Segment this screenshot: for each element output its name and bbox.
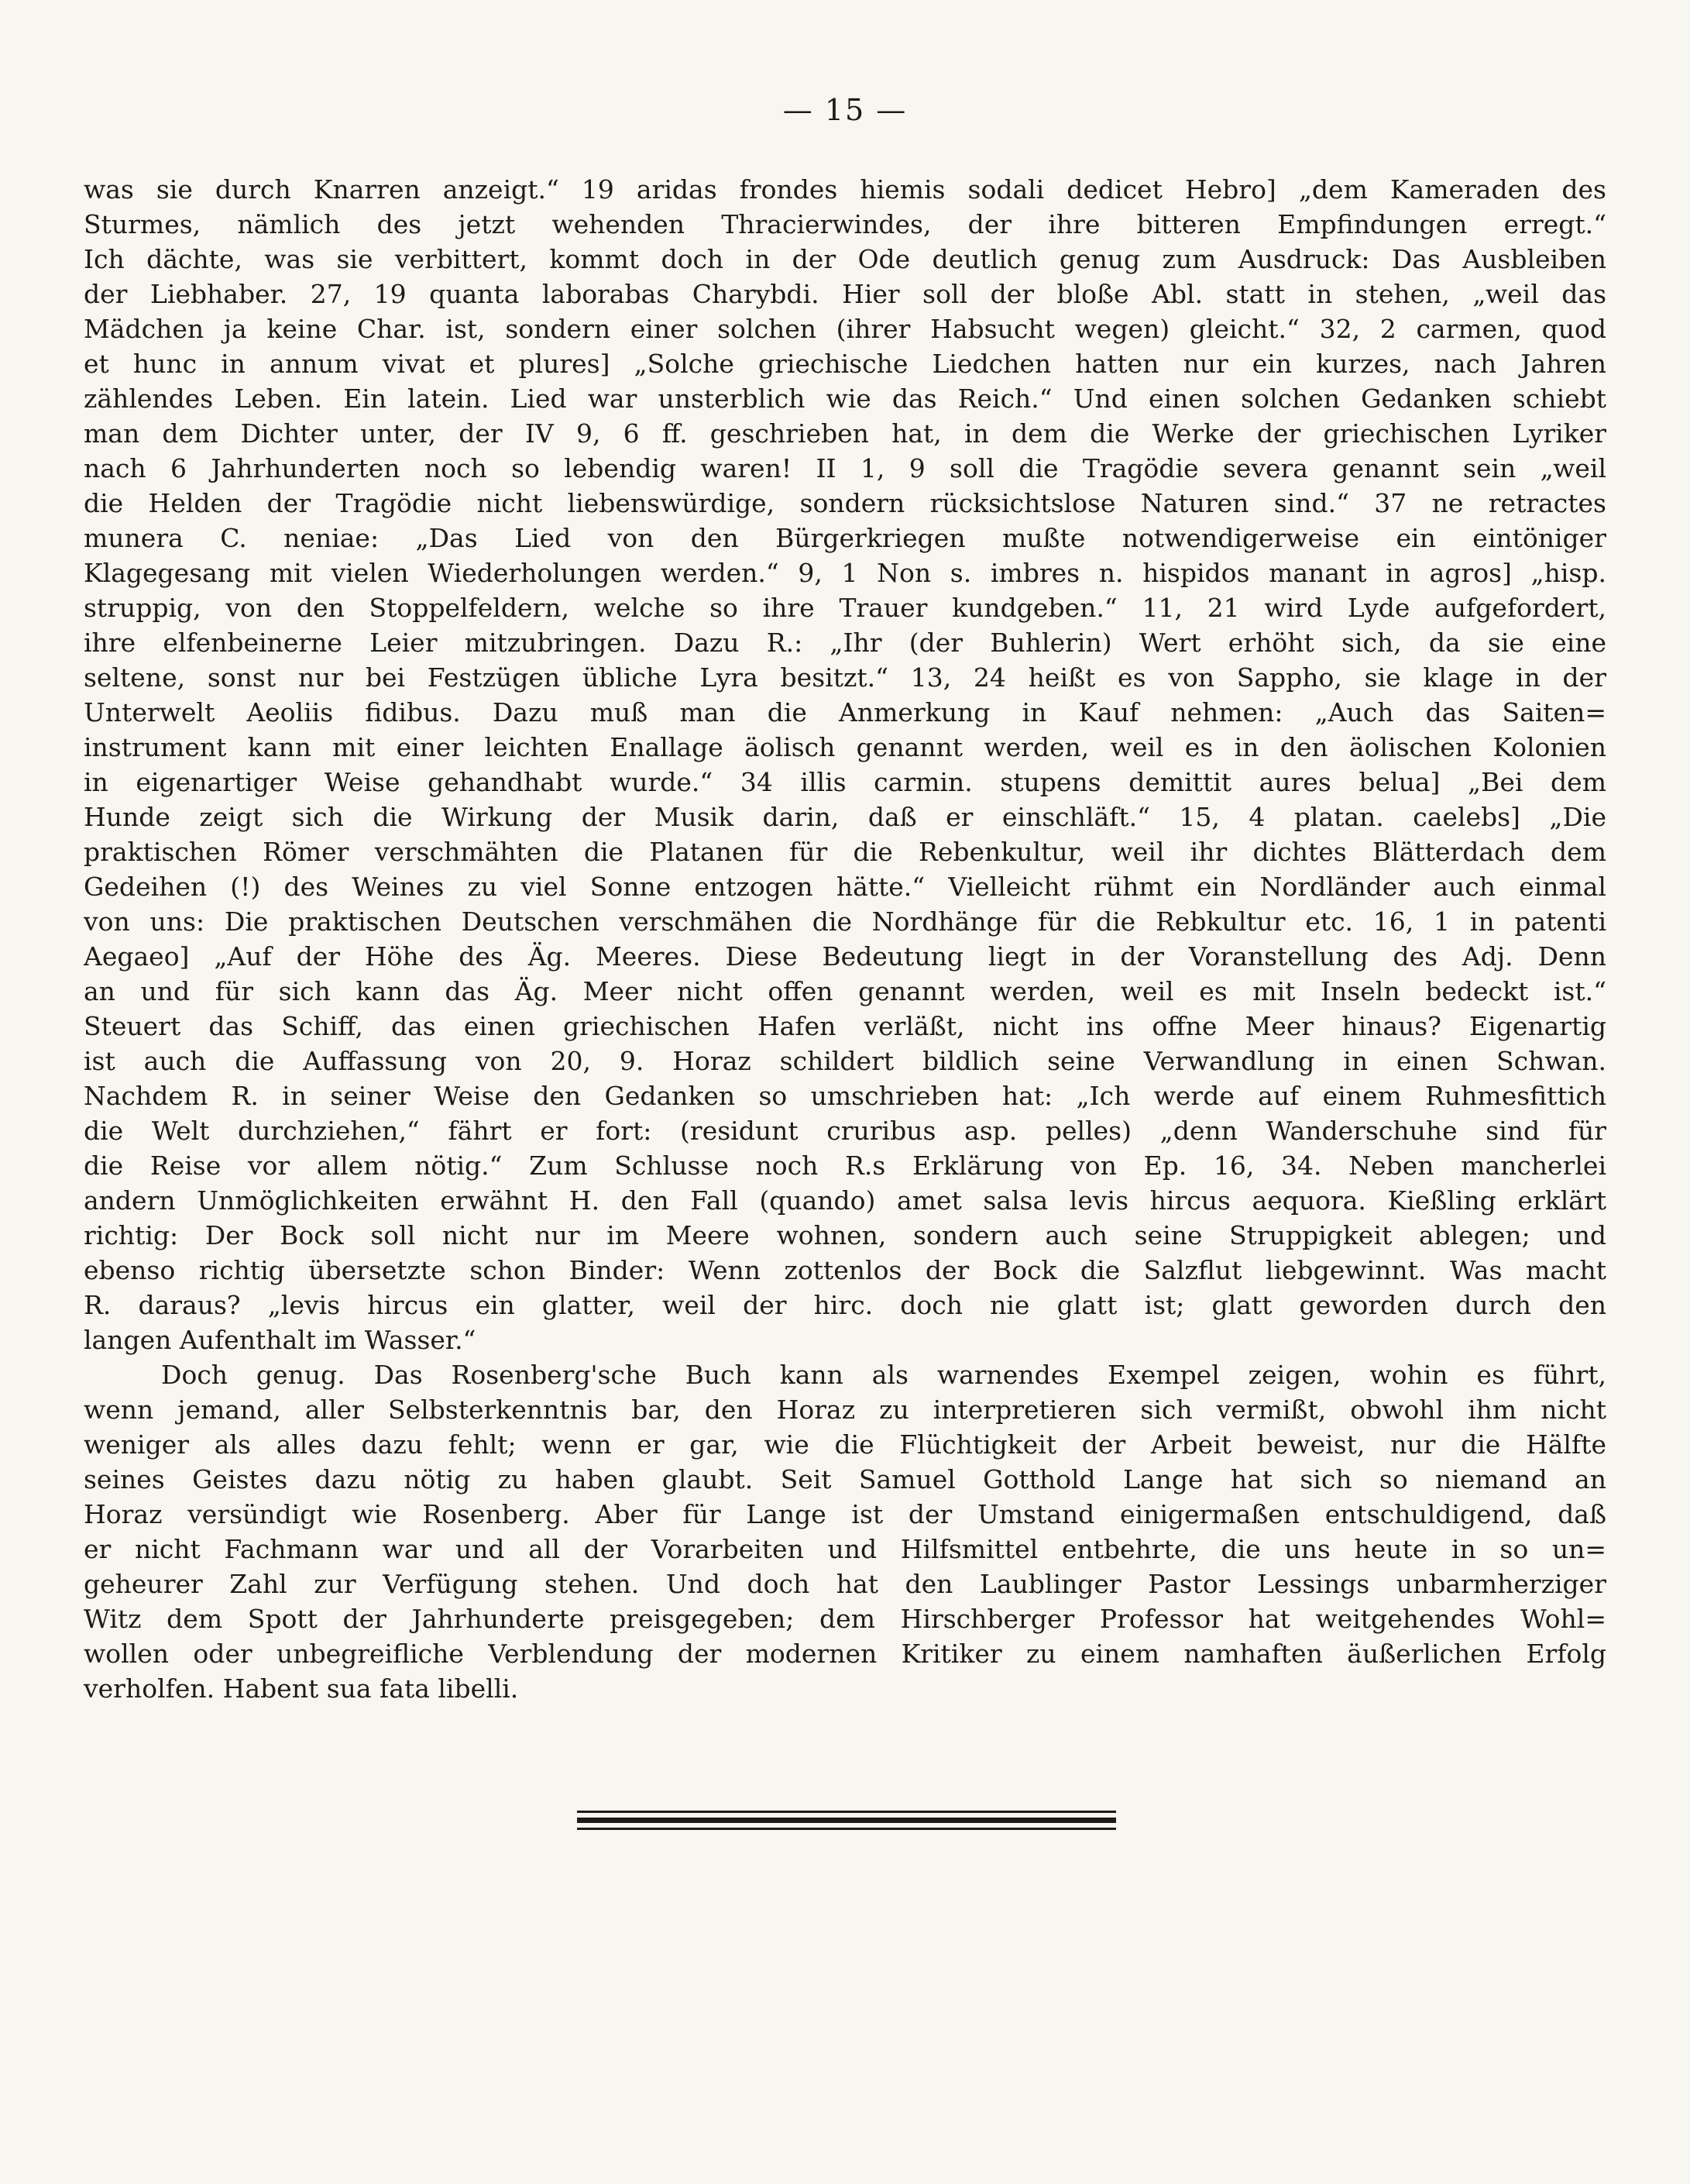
text-line: wenn jemand, aller Selbsterkenntnis bar, den Horaz zu interpretieren sich vermißt, obwohl ihm nicht: [84, 1395, 1606, 1425]
text-line: Sturmes, nämlich des jetzt wehenden Thracierwindes, der ihre bitteren Empfindungen erregt.“: [84, 209, 1606, 239]
text-line: andern Unmöglichkeiten erwähnt H. den Fall (quando) amet salsa levis hircus aequora. Kießling erklärt: [84, 1185, 1606, 1216]
section-rule-top: [577, 1811, 1116, 1813]
text-line: verholfen. Habent sua fata libelli.: [84, 1673, 519, 1704]
text-line: seines Geistes dazu nötig zu haben glaubt. Seit Samuel Gotthold Lange hat sich so niemand an: [84, 1464, 1606, 1494]
text-line: seltene, sonst nur bei Festzügen übliche Lyra besitzt.“ 13, 24 heißt es von Sappho, sie klage in der: [84, 662, 1606, 693]
text-line: Nachdem R. in seiner Weise den Gedanken so umschrieben hat: „Ich werde auf einem Ruhmesfittich: [84, 1081, 1606, 1111]
page-number: — 15 —: [782, 93, 908, 127]
text-line: Witz dem Spott der Jahrhunderte preisgegeben; dem Hirschberger Professor hat weitgehendes Wohl=: [84, 1604, 1606, 1634]
text-line: Hunde zeigt sich die Wirkung der Musik darin, daß er einschläft.“ 15, 4 platan. caelebs] „Die: [84, 802, 1606, 832]
text-line: die Helden der Tragödie nicht liebenswürdige, sondern rücksichtslose Naturen sind.“ 37 ne retractes: [84, 488, 1606, 518]
text-line: ihre elfenbeinerne Leier mitzubringen. Dazu R.: „Ihr (der Buhlerin) Wert erhöht sich, da sie eine: [84, 628, 1606, 658]
text-line: nach 6 Jahrhunderten noch so lebendig waren! II 1, 9 soll die Tragödie severa genannt sein „weil: [84, 453, 1606, 483]
text-line: instrument kann mit einer leichten Enallage äolisch genannt werden, weil es in den äolischen Kolonien: [84, 732, 1606, 762]
text-line: Horaz versündigt wie Rosenberg. Aber für Lange ist der Umstand einigermaßen entschuldigend, daß: [84, 1499, 1606, 1529]
text-line: Gedeihen (!) des Weines zu viel Sonne entzogen hätte.“ Vielleicht rühmt ein Nordländer auch einmal: [84, 872, 1606, 902]
text-line: von uns: Die praktischen Deutschen verschmähen die Nordhänge für die Rebkultur etc. 16, 1 in patenti: [84, 906, 1606, 937]
text-line: der Liebhaber. 27, 19 quanta laborabas Charybdi. Hier soll der bloße Abl. statt in stehen, „weil das: [84, 279, 1606, 309]
text-line: struppig, von den Stoppelfeldern, welche so ihre Trauer kundgeben.“ 11, 21 wird Lyde aufgefordert,: [84, 593, 1606, 623]
text-line: langen Aufenthalt im Wasser.“: [84, 1325, 476, 1355]
text-line: R. daraus? „levis hircus ein glatter, weil der hirc. doch nie glatt ist; glatt geworden durch den: [84, 1290, 1606, 1320]
text-line: die Welt durchziehen,“ fährt er fort: (residunt cruribus asp. pelles) „denn Wanderschuhe sind für: [84, 1116, 1606, 1146]
text-line: wollen oder unbegreifliche Verblendung der modernen Kritiker zu einem namhaften äußerlichen Erfolg: [84, 1639, 1606, 1669]
text-line: ist auch die Auffassung von 20, 9. Horaz schildert bildlich seine Verwandlung in einen Schwan.: [84, 1046, 1606, 1076]
text-line: er nicht Fachmann war und all der Vorarbeiten und Hilfsmittel entbehrte, die uns heute in so un=: [84, 1534, 1606, 1564]
text-line: man dem Dichter unter, der IV 9, 6 ff. geschrieben hat, in dem die Werke der griechischen Lyriker: [84, 418, 1606, 449]
text-line: Klagegesang mit vielen Wiederholungen werden.“ 9, 1 Non s. imbres n. hispidos manant in agros] „hisp.: [84, 558, 1606, 588]
body-text: [84, 172, 1606, 1706]
text-line: Steuert das Schiff, das einen griechischen Hafen verläßt, nicht ins offne Meer hinaus? Eigenartig: [84, 1011, 1606, 1041]
text-line: zählendes Leben. Ein latein. Lied war unsterblich wie das Reich.“ Und einen solchen Gedanken schiebt: [84, 383, 1606, 414]
text-line: Unterwelt Aeoliis fidibus. Dazu muß man die Anmerkung in Kauf nehmen: „Auch das Saiten=: [84, 697, 1606, 727]
text-line: praktischen Römer verschmähten die Platanen für die Rebenkultur, weil ihr dichtes Blätterdach dem: [84, 837, 1606, 867]
text-line: in eigenartiger Weise gehandhabt wurde.“ 34 illis carmin. stupens demittit aures belua] „Bei dem: [84, 767, 1606, 797]
section-rule-bottom: [577, 1828, 1116, 1830]
text-line: geheurer Zahl zur Verfügung stehen. Und doch hat den Laublinger Pastor Lessings unbarmherziger: [84, 1569, 1606, 1599]
text-line: die Reise vor allem nötig.“ Zum Schlusse noch R.s Erklärung von Ep. 16, 34. Neben mancherlei: [84, 1150, 1606, 1181]
text-line: was sie durch Knarren anzeigt.“ 19 aridas frondes hiemis sodali dedicet Hebro] „dem Kameraden des: [84, 174, 1606, 205]
text-line: ebenso richtig übersetzte schon Binder: Wenn zottenlos der Bock die Salzflut liebgewinnt. Was macht: [84, 1255, 1606, 1285]
text-line: et hunc in annum vivat et plures] „Solche griechische Liedchen hatten nur ein kurzes, nach Jahren: [84, 349, 1606, 379]
text-line: richtig: Der Bock soll nicht nur im Meere wohnen, sondern auch seine Struppigkeit ablegen; und: [84, 1220, 1606, 1250]
text-line: Mädchen ja keine Char. ist, sondern einer solchen (ihrer Habsucht wegen) gleicht.“ 32, 2 carmen, quod: [84, 314, 1606, 344]
section-rule-middle: [577, 1818, 1116, 1823]
text-line: Aegaeo] „Auf der Höhe des Äg. Meeres. Diese Bedeutung liegt in der Voranstellung des Adj. Denn: [84, 941, 1606, 972]
text-line: an und für sich kann das Äg. Meer nicht offen genannt werden, weil es mit Inseln bedeckt ist.“: [84, 976, 1606, 1006]
text-line: weniger als alles dazu fehlt; wenn er gar, wie die Flüchtigkeit der Arbeit beweist, nur die Hälfte: [84, 1429, 1606, 1460]
text-line: Ich dächte, was sie verbittert, kommt doch in der Ode deutlich genug zum Ausdruck: Das Ausbleiben: [84, 244, 1606, 274]
text-line: Doch genug. Das Rosenberg'sche Buch kann als warnendes Exempel zeigen, wohin es führt,: [161, 1360, 1606, 1390]
text-line: munera C. neniae: „Das Lied von den Bürgerkriegen mußte notwendigerweise ein eintöniger: [84, 523, 1606, 553]
